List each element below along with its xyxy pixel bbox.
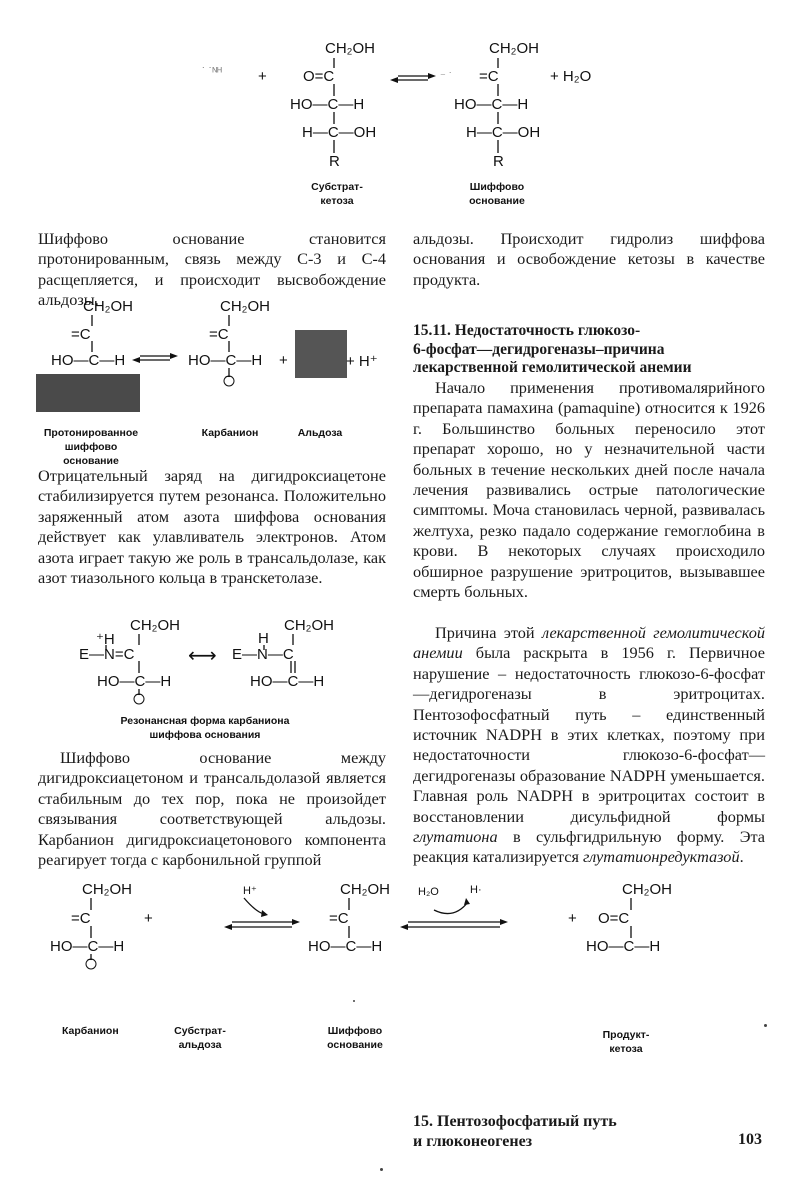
hydroxyl-row-2: H—C—OH bbox=[466, 124, 541, 141]
proton-label: ⁺H bbox=[96, 631, 115, 648]
imine-group: =C bbox=[71, 910, 91, 927]
plus-sign: + bbox=[279, 352, 288, 369]
water-product: + H₂O bbox=[550, 68, 592, 85]
right-paragraph-1: альдозы. Происходит гидролиз шиффова основания и освобождение кетозы в качестве продукта. bbox=[413, 229, 765, 289]
label-carbanion: Карбанион bbox=[201, 427, 259, 439]
italic-term: глутатиона bbox=[413, 827, 498, 847]
r-group: R bbox=[493, 153, 504, 170]
negative-charge: − bbox=[225, 372, 231, 383]
hydroxyl-row: HO—C—H bbox=[250, 673, 325, 690]
plus-sign: + bbox=[258, 68, 267, 85]
page-number: 103 bbox=[738, 1131, 762, 1148]
enamine-row: E—N—C bbox=[232, 646, 294, 663]
imine-group: =C bbox=[71, 326, 91, 343]
scan-speck bbox=[353, 1000, 355, 1002]
iminium-row: E—N=C bbox=[79, 646, 135, 663]
ch2oh-group: CH₂OH bbox=[489, 40, 539, 57]
ch2oh-group: CH₂OH bbox=[130, 617, 180, 634]
label-schiff-base: Шиффово основание bbox=[327, 1025, 383, 1051]
scan-artifact-arrow: ⁻ ˙ bbox=[440, 71, 453, 83]
italic-term: глутатионредуктазой bbox=[583, 847, 740, 867]
running-footer-chapter: 15. Пентозофосфатиый путь и глюконеогенез bbox=[413, 1113, 617, 1150]
label-protonated-schiff: Протонированное шиффово основание bbox=[43, 427, 139, 467]
hydroxyl-row: HO—C—H bbox=[188, 352, 263, 369]
text-run: . bbox=[739, 847, 744, 867]
label-product-ketose: Продукт- кетоза bbox=[602, 1029, 650, 1055]
hydroxyl-row: HO—C—H bbox=[51, 352, 126, 369]
hydroxyl-row: HO—C—H bbox=[454, 96, 529, 113]
hydroxyl-row: HO—C—H bbox=[50, 938, 125, 955]
carbonyl-group: O=C bbox=[303, 68, 335, 85]
scan-speck bbox=[380, 1168, 383, 1171]
label-aldose: Альдоза bbox=[297, 427, 343, 439]
ch2oh-group: CH₂OH bbox=[82, 881, 132, 898]
negative-charge: − bbox=[87, 955, 93, 966]
ch2oh-group: CH₂OH bbox=[622, 881, 672, 898]
imine-group: =C bbox=[209, 326, 229, 343]
proton-product: + H⁺ bbox=[346, 353, 378, 370]
imine-group: =C bbox=[329, 910, 349, 927]
hydrogen-label: H bbox=[258, 630, 269, 647]
label-substrate-ketose: Субстрат- кетоза bbox=[311, 181, 363, 207]
imine-group: =C bbox=[479, 68, 499, 85]
scan-artifact-top-left: ˙ ˙ᴺᴴ bbox=[202, 66, 222, 78]
resonance-arrow: ⟷ bbox=[188, 645, 217, 667]
text-run: была раскрыта в 1956 г. Первичное нарушение – недостаточность глюкозо-6-фосфат—дегидрогеназы в эритроцитах. Пентозофосфатный путь – единственный источник NADPH в этих клетках, поэтому при недостаточности глюкозо-6-фосфат—дегидрогеназы образование NADPH уменьшается. Главная роль NADPH в эритроцитах состоит в восстановлении дисульфидной формы bbox=[413, 643, 765, 826]
hydroxyl-row: HO—C—H bbox=[586, 938, 661, 955]
hydride-label: H· bbox=[470, 884, 482, 896]
hydroxyl-row-2: H—C—OH bbox=[302, 124, 377, 141]
label-resonance-form: Резонансная форма карбаниона шиффова основания bbox=[120, 715, 290, 741]
italic-term: лекарственной гемолитической анемии bbox=[413, 623, 765, 663]
hydroxyl-row: HO—C—H bbox=[308, 938, 383, 955]
water-label: H₂O bbox=[418, 886, 439, 898]
left-paragraph-1: Шиффово основание становится протонированным, связь между С-3 и С-4 расщепляется, и происходит высвобождение альдозы. bbox=[38, 229, 386, 310]
ch2oh-group: CH₂OH bbox=[284, 617, 334, 634]
hydroxyl-row: HO—C—H bbox=[97, 673, 172, 690]
negative-charge: − bbox=[135, 690, 141, 701]
carbonyl-group: O=C bbox=[598, 910, 630, 927]
left-paragraph-2: Отрицательный заряд на дигидроксиацетоне стабилизируется путем резонанса. Положительно заряженный атом азота шиффова основания действует как улавливатель электронов. Атом азота играет такую же роль в трансальдолазе, как азот тиазольного кольца в транскетолазе. bbox=[38, 466, 386, 588]
aldose-scan-smudge bbox=[295, 330, 347, 378]
ch2oh-group: CH₂OH bbox=[83, 298, 133, 315]
left-paragraph-3: Шиффово основание между дигидроксиацетоном и трансальдолазой является стабильным до тех пор, пока не произойдет связывания соответствующей альдозы. Карбанион дигидроксиацетонового компонента реагирует тогда с карбонильной группой bbox=[38, 748, 386, 870]
hydroxyl-row: HO—C—H bbox=[290, 96, 365, 113]
label-carbanion: Карбанион bbox=[62, 1025, 119, 1037]
ch2oh-group: CH₂OH bbox=[325, 40, 375, 57]
text-run: в сульфгидрильную форму. Эта реакция катализируется bbox=[413, 827, 765, 867]
scan-smudge bbox=[36, 374, 140, 412]
ch2oh-group: CH₂OH bbox=[340, 881, 390, 898]
proton-label: H⁺ bbox=[243, 885, 257, 897]
ch2oh-group: CH₂OH bbox=[220, 298, 270, 315]
label-schiff-base: Шиффово основание bbox=[469, 181, 525, 207]
label-substrate-aldose: Субстрат- альдоза bbox=[174, 1025, 226, 1051]
plus-sign: + bbox=[144, 910, 153, 927]
r-group: R bbox=[329, 153, 340, 170]
section-heading: 15.11. Недостаточность глюкозо- 6-фосфат—дегидрогеназы–причина лекарственной гемолитической анемии bbox=[413, 322, 692, 376]
right-paragraph-2: Начало применения противомалярийного препарата памахина (pamaquine) относится к 1926 г. Большинство больных переносило этот препарат хорошо, но у незначительной части больных в течение нескольких дней после начала лечения развивались острые патологические симптомы. Моча становилась черной, развивалась желтуха, резко падало содержание гемоглобина в крови. В некоторых случаях происходило обширное разрушение эритроцитов, вызывавшее смерть больных. bbox=[413, 378, 765, 602]
right-paragraph-3 bbox=[413, 623, 765, 868]
scan-speck bbox=[764, 1024, 767, 1027]
text-run: Причина этой bbox=[435, 623, 542, 642]
plus-sign: + bbox=[568, 910, 577, 927]
